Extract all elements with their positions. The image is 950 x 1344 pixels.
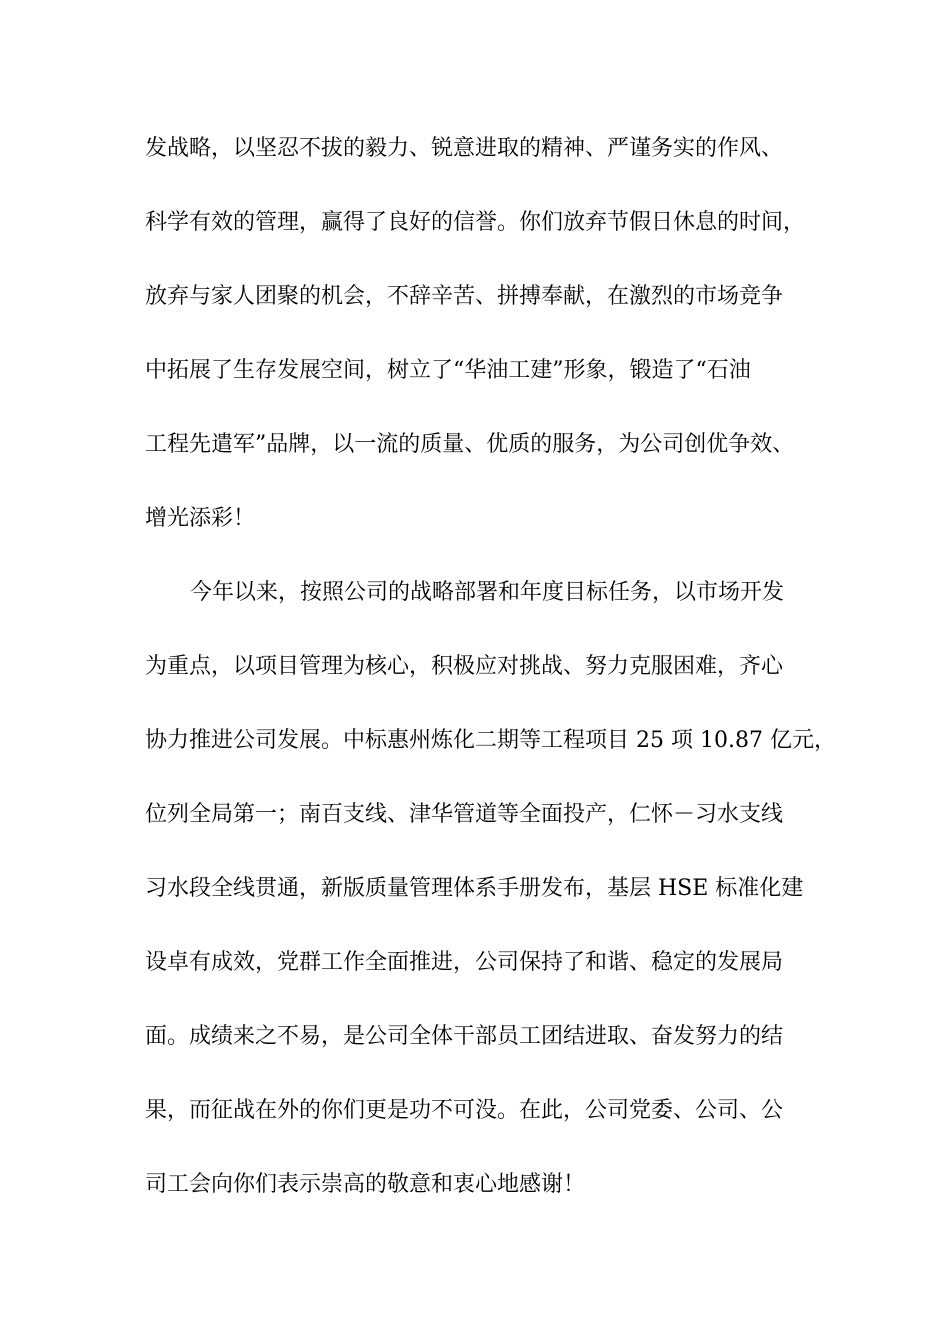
- text-line: 放弃与家人团聚的机会，不辞辛苦、拼搏奉献，在激烈的市场竞争: [145, 284, 784, 309]
- text-line-indented: 今年以来，按照公司的战略部署和年度目标任务，以市场开发: [190, 580, 785, 605]
- text-line: 发战略，以坚忍不拔的毅力、锐意进取的精神、严谨务实的作风、: [145, 136, 784, 161]
- text-line: 司工会向你们表示崇高的敬意和衷心地感谢！: [145, 1172, 586, 1197]
- text-line: 科学有效的管理，赢得了良好的信誉。你们放弃节假日休息的时间，: [145, 210, 806, 235]
- text-line: 习水段全线贯通，新版质量管理体系手册发布，基层 HSE 标准化建: [145, 876, 804, 901]
- text-line: 增光添彩！: [145, 506, 256, 531]
- text-line: 位列全局第一；南百支线、津华管道等全面投产，仁怀－习水支线: [145, 802, 784, 827]
- text-line: 中拓展了生存发展空间，树立了“华油工建”形象，锻造了“石油: [145, 358, 751, 383]
- text-line: 设卓有成效，党群工作全面推进，公司保持了和谐、稳定的发展局: [145, 950, 784, 975]
- text-line: 面。成绩来之不易，是公司全体干部员工团结进取、奋发努力的结: [145, 1024, 784, 1049]
- text-line: 工程先遣军”品牌，以一流的质量、优质的服务，为公司创优争效、: [145, 432, 795, 457]
- text-line: 果，而征战在外的你们更是功不可没。在此，公司党委、公司、公: [145, 1098, 784, 1123]
- text-line: 为重点，以项目管理为核心，积极应对挑战、努力克服困难，齐心: [145, 654, 784, 679]
- text-line: 协力推进公司发展。中标惠州炼化二期等工程项目 25 项 10.87 亿元，: [145, 728, 836, 753]
